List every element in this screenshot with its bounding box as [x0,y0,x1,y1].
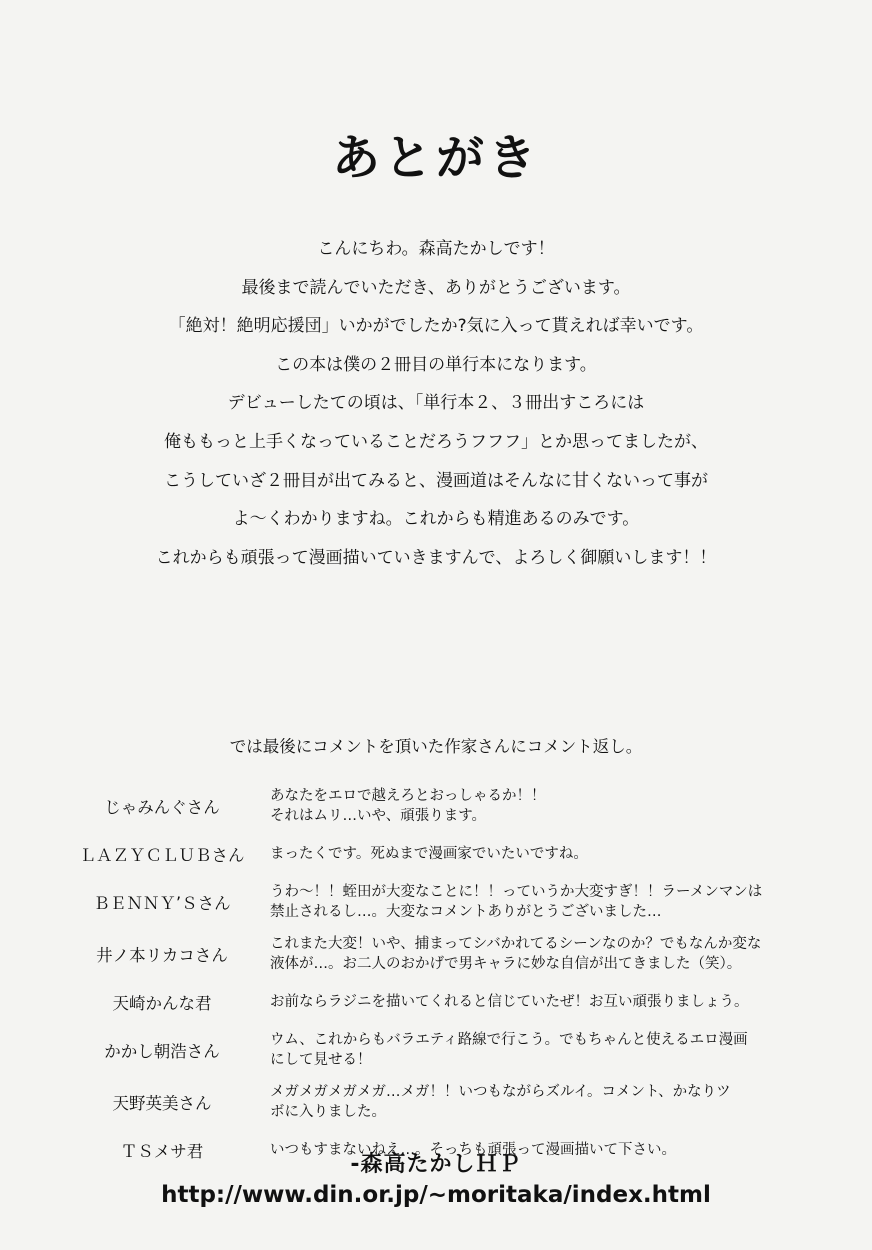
comments-heading: では最後にコメントを頂いた作家さんにコメント返し。 [229,737,643,756]
comment-line: メガメガメガメガ…メガ！！いつもながらズルイ。コメント、かなりツ [270,1084,731,1100]
intro-line: デビューしたての頃は、「単行本２、３冊出すころには [227,393,645,414]
author-name: ＢＥＮＮＹ’Ｓさん [93,894,231,913]
comment-text [270,844,850,864]
comment-line: にして見せる！ [270,1052,372,1068]
intro-line: こんにちわ。森高たかしです！ [317,239,555,259]
comment-row [62,876,852,928]
author-name: かかし朝浩さん [104,1042,220,1061]
comment-line: 液体が…。お二人のおかげで男キャラに妙な自信が出てきました（笑）。 [270,956,742,972]
comment-row [62,1076,852,1128]
intro-line: この本は僕の２冊目の単行本になります。 [275,354,597,375]
comment-list [62,780,852,1172]
comment-text [270,882,850,922]
comment-row [62,980,852,1024]
author-name: 天野英美さん [112,1094,212,1113]
page-title: あとがき [331,130,540,186]
intro-text [0,230,872,577]
comment-text [270,934,850,974]
author-name: 井ノ本リカコさん [96,946,228,965]
intro-line: こうしていざ２冊目が出てみると、漫画道はそんなに甘くないって事が [164,470,708,491]
comment-line: まったくです。死ぬまで漫画家でいたいですね。 [270,846,588,862]
comment-text [270,1082,850,1122]
author-name: 天崎かんな君 [112,994,212,1013]
comment-line: うわ～！！蛭田が大変なことに！！っていうか大変すぎ！！ラーメンマンは [270,884,763,900]
comment-line: あなたをエロで越えろとおっしゃるか！！ [270,788,546,804]
comment-line: それはムリ…いや、頑張ります。 [270,808,487,824]
homepage-url: http://www.din.or.jp/~moritaka/index.html [161,1182,711,1208]
comment-row [62,832,852,876]
comment-text [270,1030,850,1070]
comment-line: お前ならラジニを描いてくれると信じていたぜ！お互い頑張りましょう。 [270,994,749,1010]
author-name: ＴＳメサ君 [120,1142,204,1161]
comment-line: ウム、これからもバラエティ路線で行こう。でもちゃんと使えるエロ漫画 [270,1032,748,1048]
intro-line: これからも頑張って漫画描いていきますんで、よろしく御願いします！！ [155,547,717,568]
comment-line: ボに入りました。 [270,1104,386,1120]
intro-line: 最後まで読んでいただき、ありがとうございます。 [241,277,631,298]
intro-line: 「絶対！絶明応援団」いかがでしたか?気に入って貰えれば幸いです。 [168,316,704,337]
comment-line: いつもすまないねえ…。そっちも頑張って漫画描いて下さい。 [270,1142,676,1158]
intro-line: よ～くわかりますね。これからも精進あるのみです。 [232,509,640,530]
intro-line: 俺ももっと上手くなっていることだろうフフフ」とか思ってましたが、 [164,431,708,452]
homepage-label: -森高たかしＨＰ [350,1152,522,1177]
comment-row [62,1024,852,1076]
author-name: ＬＡＺＹＣＬＵＢさん [79,846,245,865]
comment-line: 禁止されるし…。大変なコメントありがとうございました… [270,904,662,920]
comment-row [62,928,852,980]
author-name: じゃみんぐさん [104,798,220,817]
comment-text [270,992,850,1012]
comment-line: これまた大変！いや、捕まってシバかれてるシーンなのか？でもなんか変な [270,936,762,952]
comment-text [270,786,850,826]
comment-row [62,780,852,832]
